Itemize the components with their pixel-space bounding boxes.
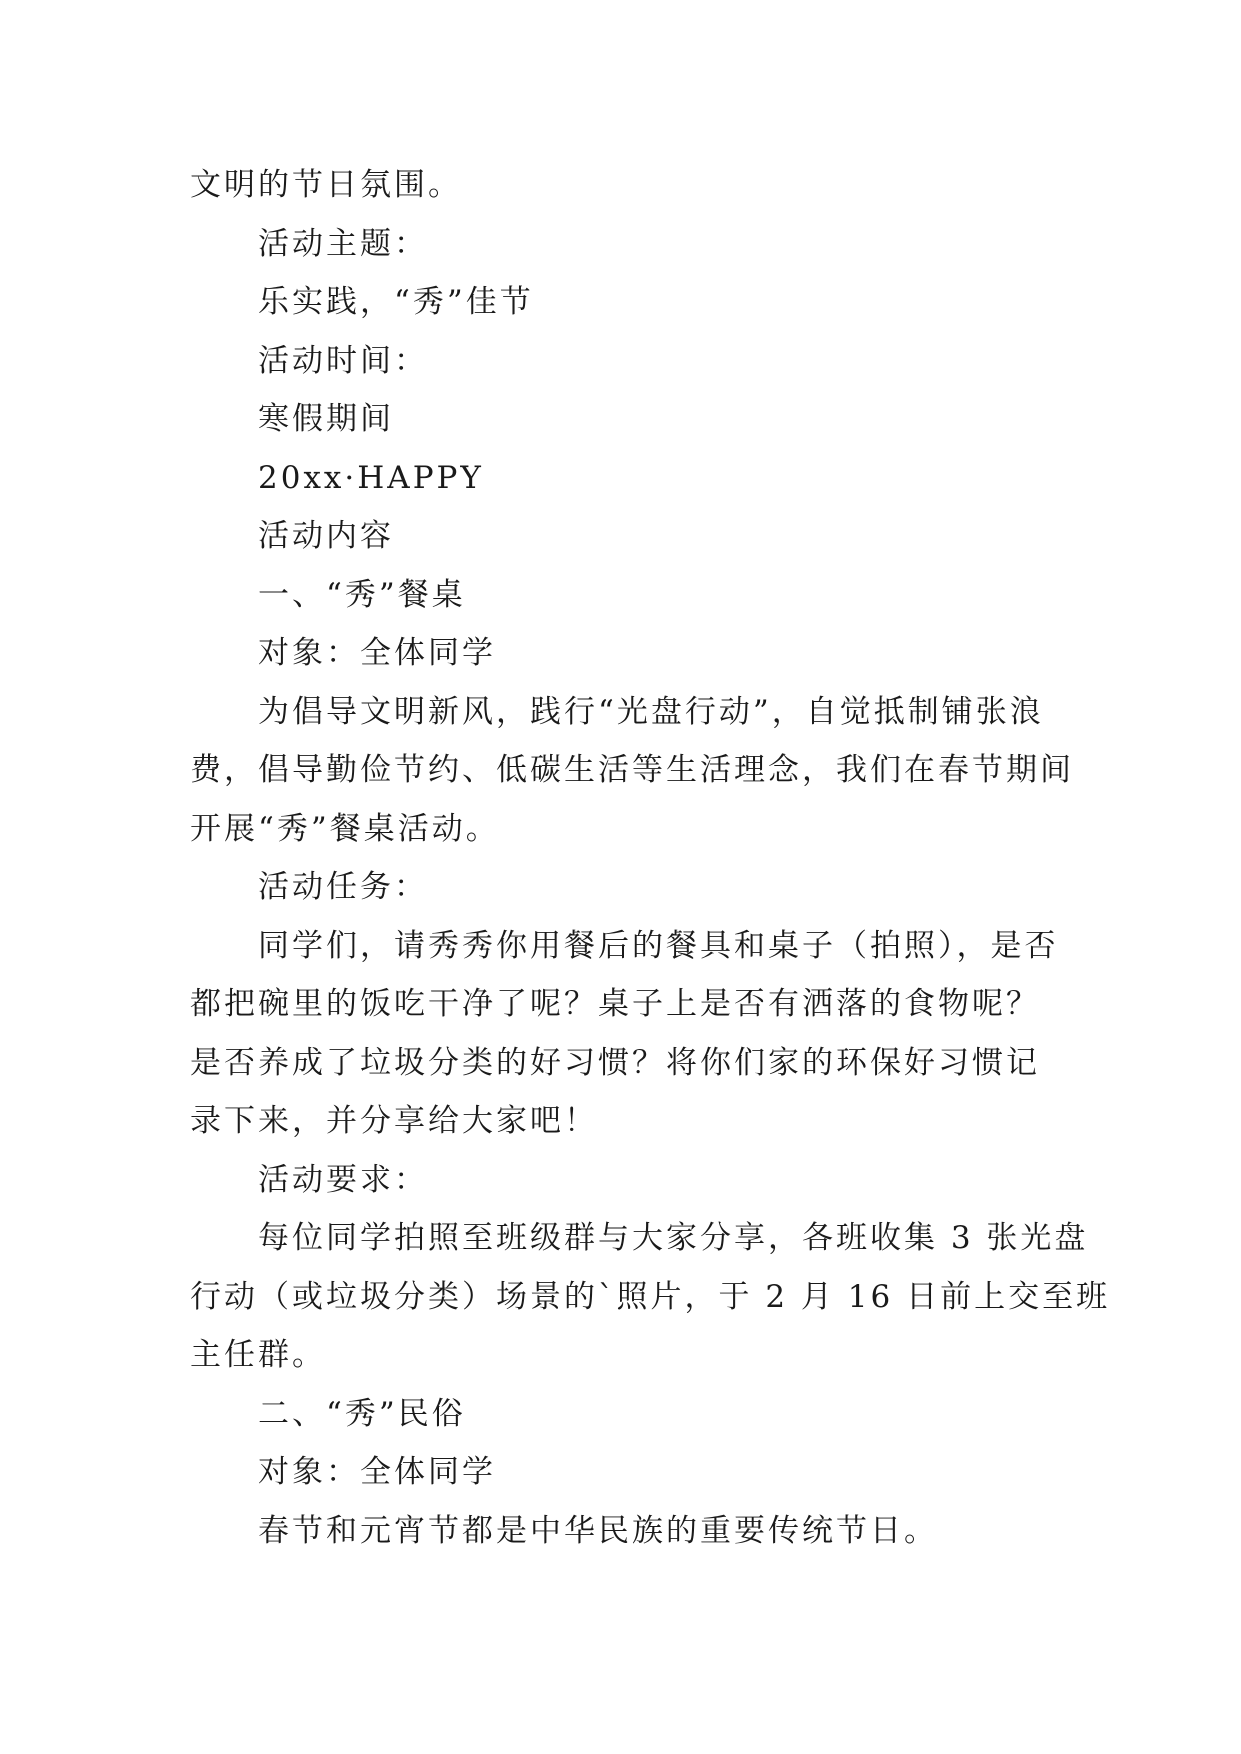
paragraph-line: 春节和元宵节都是中华民族的重要传统节日。 bbox=[258, 1512, 938, 1549]
paragraph-line: 录下来，并分享给大家吧！ bbox=[190, 1103, 598, 1139]
paragraph-line: 对象：全体同学 bbox=[258, 1454, 496, 1490]
section-heading-requirements: 活动要求： bbox=[258, 1161, 428, 1198]
subsection-heading-table: 一、“秀”餐桌 bbox=[258, 576, 466, 613]
paragraph-line: 开展“秀”餐桌活动。 bbox=[190, 810, 500, 847]
paragraph-line: 同学们，请秀秀你用餐后的餐具和桌子（拍照），是否 bbox=[258, 927, 1059, 964]
section-heading-content: 活动内容 bbox=[258, 518, 394, 554]
paragraph-line: 为倡导文明新风，践行“光盘行动”，自觉抵制铺张浪 bbox=[258, 693, 1044, 730]
paragraph-line: 20xx·HAPPY bbox=[258, 459, 484, 496]
paragraph-line: 行动（或垃圾分类）场景的`照片，于 2 月 16 日前上交至班 bbox=[190, 1278, 1111, 1315]
paragraph-line: 费，倡导勤俭节约、低碳生活等生活理念，我们在春节期间 bbox=[190, 752, 1074, 788]
paragraph-line: 对象：全体同学 bbox=[258, 635, 496, 671]
paragraph-line: 是否养成了垃圾分类的好习惯？将你们家的环保好习惯记 bbox=[190, 1044, 1040, 1081]
paragraph-line: 每位同学拍照至班级群与大家分享，各班收集 3 张光盘 bbox=[258, 1220, 1089, 1256]
section-heading-time: 活动时间： bbox=[258, 342, 428, 379]
paragraph-line: 寒假期间 bbox=[258, 401, 394, 437]
paragraph-line: 都把碗里的饭吃干净了呢？桌子上是否有洒落的食物呢？ bbox=[190, 986, 1040, 1022]
paragraph-line: 主任群。 bbox=[190, 1337, 326, 1373]
paragraph-line: 文明的节日氛围。 bbox=[190, 167, 462, 203]
document-body bbox=[190, 156, 1111, 1560]
paragraph-line: 乐实践，“秀”佳节 bbox=[258, 284, 534, 320]
subsection-heading-customs: 二、“秀”民俗 bbox=[258, 1395, 466, 1432]
section-heading-theme: 活动主题： bbox=[258, 225, 428, 262]
section-heading-task: 活动任务： bbox=[258, 869, 428, 905]
